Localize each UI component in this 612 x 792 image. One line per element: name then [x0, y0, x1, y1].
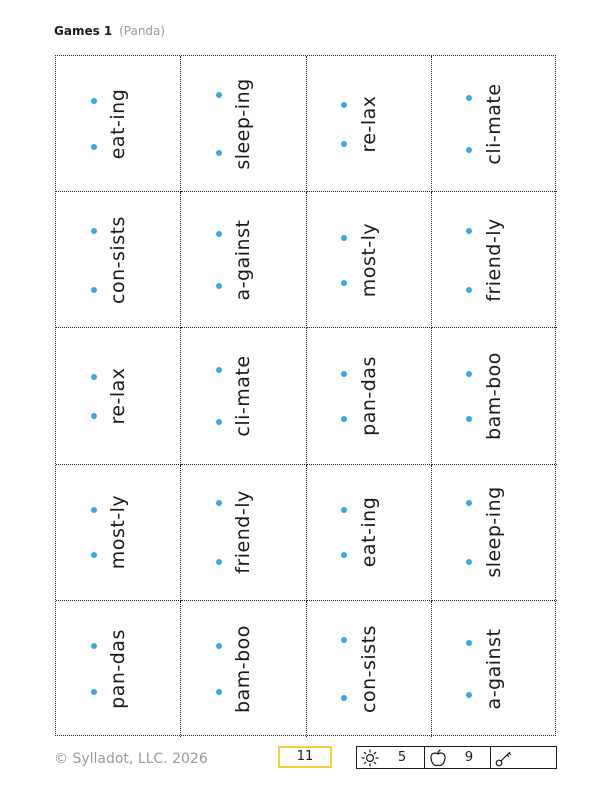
word-card	[307, 192, 432, 328]
syllable-dot	[341, 371, 347, 377]
meta-box	[356, 746, 557, 769]
syllable-word: a-gainst	[483, 628, 506, 710]
syllable-word: sleep-ing	[232, 77, 255, 170]
syllable-dot	[341, 416, 347, 422]
syllable-word: bam-boo	[483, 352, 506, 440]
word-card	[181, 601, 306, 737]
sun-icon	[360, 748, 380, 768]
syllable-dot	[341, 695, 347, 701]
apple-icon	[428, 748, 448, 768]
syllable-word: pan-das	[357, 356, 380, 436]
syllable-dot	[216, 283, 222, 289]
syllable-dot	[91, 98, 97, 104]
syllable-dot	[216, 559, 222, 565]
syllable-dot	[216, 500, 222, 506]
syllable-dot	[91, 144, 97, 150]
word-card	[432, 601, 557, 737]
page-header	[54, 24, 165, 38]
syllable-word: con-sists	[357, 624, 380, 713]
word-card	[181, 328, 306, 464]
syllable-dot	[216, 689, 222, 695]
syllable-dot	[466, 500, 472, 506]
meta-value-sun: 5	[397, 750, 407, 765]
syllable-dot	[216, 92, 222, 98]
syllable-dot	[466, 416, 472, 422]
syllable-dot	[341, 507, 347, 513]
syllable-dot	[466, 95, 472, 101]
syllable-word: pan-das	[107, 629, 130, 709]
meta-cell-key	[491, 747, 556, 768]
syllable-dot	[466, 147, 472, 153]
meta-cell-sun	[357, 747, 425, 768]
card-grid	[55, 55, 556, 736]
syllable-dot	[341, 280, 347, 286]
syllable-dot	[466, 287, 472, 293]
page-title: Games 1	[54, 24, 113, 38]
syllable-word: eat-ing	[357, 496, 380, 568]
syllable-word: eat-ing	[107, 88, 130, 159]
syllable-word: friend-ly	[483, 218, 506, 302]
key-icon	[494, 748, 514, 768]
page-number: 11	[278, 746, 332, 768]
syllable-word: sleep-ing	[483, 486, 506, 578]
word-card	[56, 56, 181, 192]
syllable-dot	[466, 640, 472, 646]
syllable-dot	[216, 150, 222, 156]
syllable-dot	[91, 689, 97, 695]
syllable-dot	[341, 141, 347, 147]
word-card	[307, 56, 432, 192]
syllable-dot	[91, 507, 97, 513]
syllable-word: re-lax	[107, 367, 130, 425]
syllable-dot	[216, 419, 222, 425]
word-card	[56, 601, 181, 737]
syllable-dot	[91, 413, 97, 419]
syllable-dot	[216, 367, 222, 373]
word-card	[181, 56, 306, 192]
word-card	[56, 192, 181, 328]
syllable-dot	[91, 374, 97, 380]
syllable-word: con-sists	[107, 215, 130, 304]
syllable-word: most-ly	[357, 222, 380, 297]
syllable-word: most-ly	[107, 495, 130, 570]
syllable-word: friend-ly	[232, 490, 255, 574]
syllable-word: bam-boo	[232, 624, 255, 713]
syllable-dot	[466, 559, 472, 565]
syllable-word: cli-mate	[483, 83, 506, 165]
syllable-dot	[91, 552, 97, 558]
syllable-dot	[91, 287, 97, 293]
syllable-dot	[216, 643, 222, 649]
word-card	[432, 465, 557, 601]
copyright-text: © Sylladot, LLC. 2026	[54, 751, 208, 767]
syllable-word: a-gainst	[232, 219, 255, 301]
word-card	[56, 465, 181, 601]
word-card	[307, 601, 432, 737]
page-subtitle: (Panda)	[119, 24, 166, 38]
syllable-word: re-lax	[357, 95, 380, 153]
meta-cell-apple	[425, 747, 491, 768]
syllable-dot	[341, 102, 347, 108]
word-card	[432, 192, 557, 328]
word-card	[307, 465, 432, 601]
syllable-dot	[91, 643, 97, 649]
syllable-dot	[341, 552, 347, 558]
syllable-dot	[341, 637, 347, 643]
syllable-dot	[216, 231, 222, 237]
syllable-dot	[466, 692, 472, 698]
syllable-dot	[466, 228, 472, 234]
word-card	[307, 328, 432, 464]
syllable-dot	[341, 235, 347, 241]
syllable-dot	[466, 371, 472, 377]
word-card	[432, 56, 557, 192]
word-card	[56, 328, 181, 464]
word-card	[432, 328, 557, 464]
meta-value-apple: 9	[464, 750, 474, 765]
syllable-word: cli-mate	[232, 355, 255, 437]
word-card	[181, 465, 306, 601]
syllable-dot	[91, 228, 97, 234]
word-card	[181, 192, 306, 328]
